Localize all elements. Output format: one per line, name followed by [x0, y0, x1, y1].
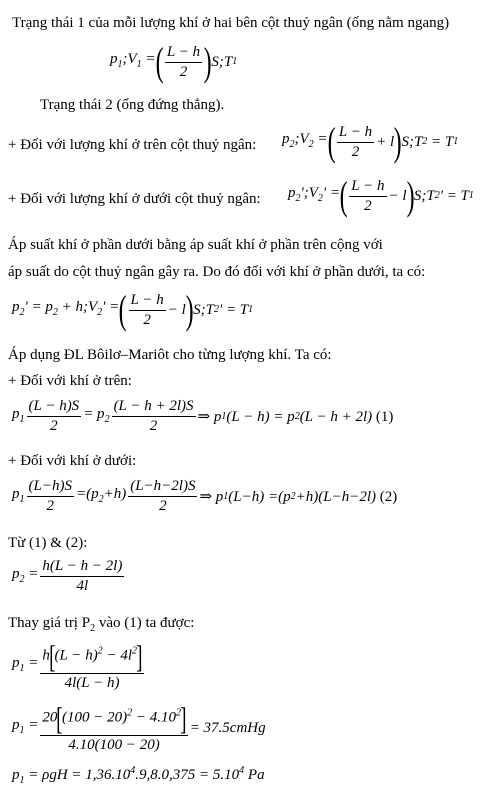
text-gas-above-2: + Đối với khí ở trên:	[8, 373, 132, 389]
formula-eq-2: $p_1$ $\frac{(L-h)S}{2}$ $=(p_2+h)$ $\frac{(L-h-2l)S}{2}$ ⇒ p 1 (L−h) =(p 2 +h)(L−h−2l) (2)	[12, 478, 398, 514]
formula-gas-below: $p_2';V_2'$ = ( $\frac{L - h}{2}$ − l ) S;T 2 ' = T 1	[288, 173, 474, 218]
text-gas-below-2: + Đối với khí ở dưới:	[8, 453, 137, 469]
text-from-1-2: Từ (1) & (2):	[8, 535, 88, 551]
formula-p1-general: $p_1$ = $\frac{h[(L - h)^2 - 4l^2]}{4l(L - h)}$	[12, 638, 143, 691]
text-state-1: Trạng thái 1 của mỗi lượng khí ở hai bên cột thuỷ ngân (ống nằm ngang)	[12, 15, 450, 31]
formula-eq-1: $p_1$ $\frac{(L - h)S}{2}$ = $p_2$ $\frac{(L - h + 2l)S}{2}$ ⇒ p 1 (L − h) = p 2 (L − h + 2l) (1)	[12, 398, 394, 434]
formula-p1-numeric: $p_1$ = $\frac{20[(100 - 20)^2 - 4.10^2]}{4.10(100 - 20)}$ = 37.5cmHg	[12, 700, 266, 753]
formula-gas-above: $p_2;V_2$ = ( $\frac{L - h}{2}$ + l ) S;T 2 = T 1	[282, 119, 459, 164]
text-boyle-law: Áp dụng ĐL Bôilơ–Mariôt cho từng lượng khí. Ta có:	[8, 347, 332, 363]
text-state-2: Trạng thái 2 (ống đứng thẳng).	[40, 97, 225, 113]
formula-lower-gas: $p_2' = p_2$ + $h;V_2'$ = ( $\frac{L - h}{2}$ − l ) S;T 2 ' = T 1	[12, 287, 254, 332]
text-substitute: Thay giá trị $P_2$ vào (1) ta được:	[8, 615, 195, 634]
text-gas-above: + Đối với lượng khí ở trên cột thuỷ ngân:	[8, 137, 257, 153]
formula-state-1: $p_1;V_1$ = ( $\frac{L - h}{2}$ ) S;T 1	[110, 39, 238, 84]
text-pressure-relation-2: áp suất do cột thuỷ ngân gây ra. Do đó đối với khí ở phần dưới, ta có:	[8, 264, 426, 280]
text-gas-below: + Đối với lượng khí ở dưới cột thuỷ ngân:	[8, 191, 261, 207]
text-pressure-relation: Áp suất khí ở phần dưới bằng áp suất khí ở phần trên cộng với	[8, 237, 383, 253]
formula-p2: $p_2$ = $\frac{h(L - h - 2l)}{4l}$	[12, 558, 123, 594]
formula-p1-pascal: $p_1 = \rho gH = 1,36.10^4.9,8.0,375 = 5.10^4$ Pa	[12, 765, 265, 786]
